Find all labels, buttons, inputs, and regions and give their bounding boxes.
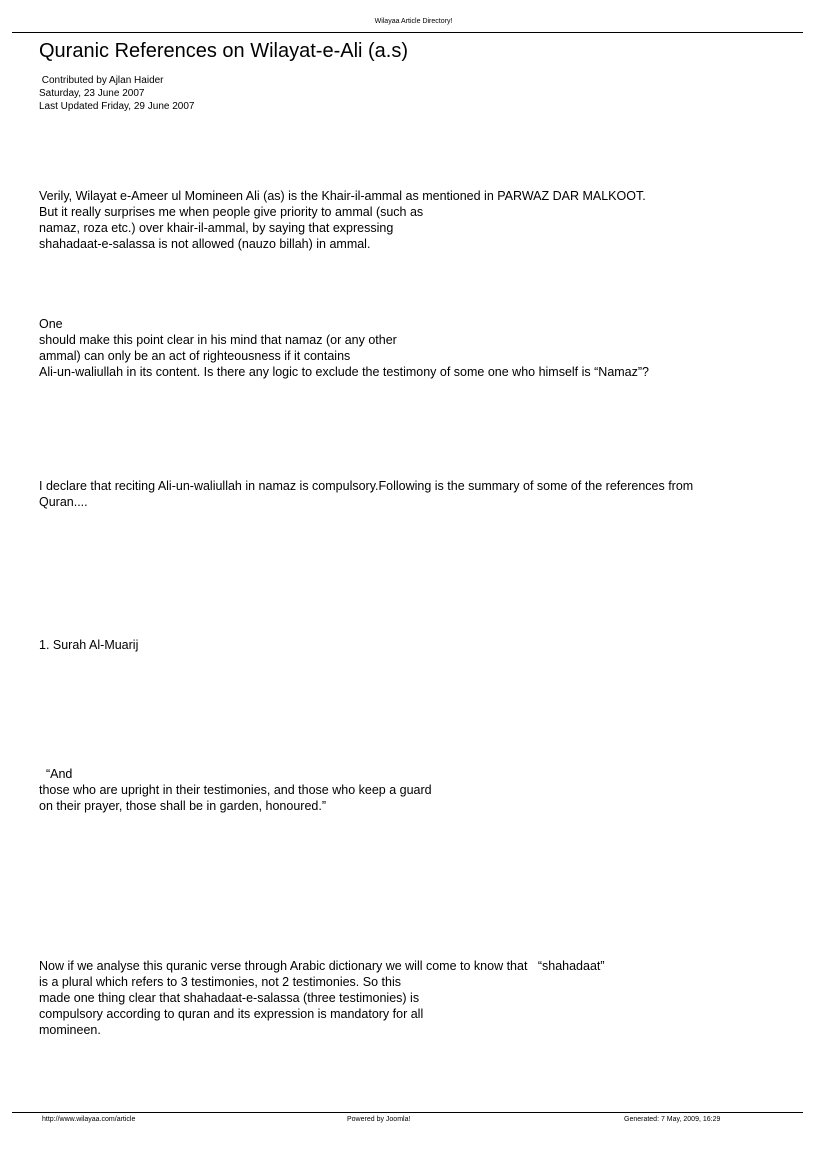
paragraph-line: shahadaat-e-salassa is not allowed (nauzo billah) in ammal. [39, 237, 371, 251]
last-updated: Last Updated Friday, 29 June 2007 [39, 101, 195, 112]
paragraph-line: compulsory according to quran and its expression is mandatory for all [39, 1007, 424, 1021]
paragraph-line: momineen. [39, 1023, 101, 1037]
paragraph-line: should make this point clear in his mind that namaz (or any other [39, 333, 397, 347]
article-meta [39, 74, 194, 113]
paragraph-line: those who are upright in their testimonies, and those who keep a guard [39, 783, 432, 797]
footer-divider [12, 1112, 803, 1113]
paragraph-line: namaz, roza etc.) over khair-il-ammal, by saying that expressing [39, 221, 394, 235]
paragraph-3 [39, 478, 693, 510]
paragraph-line: ammal) can only be an act of righteousness if it contains [39, 349, 351, 363]
footer-powered-by: Powered by Joomla! [347, 1116, 411, 1123]
publish-date: Saturday, 23 June 2007 [39, 88, 145, 99]
paragraph-line: on their prayer, those shall be in garden, honoured.” [39, 799, 326, 813]
paragraph-line: I declare that reciting Ali-un-waliullah in namaz is compulsory.Following is the summary of some of the references from [39, 479, 694, 493]
paragraph-line: 1. Surah Al-Muarij [39, 638, 139, 652]
paragraph-line: is a plural which refers to 3 testimonies, not 2 testimonies. So this [39, 975, 401, 989]
paragraph-2 [39, 316, 649, 380]
contributor-line: Contributed by Ajlan Haider [39, 75, 164, 86]
paragraph-line: “And [39, 767, 73, 781]
footer-url: http://www.wilayaa.com/article [42, 1116, 136, 1123]
paragraph-line: Quran.... [39, 495, 88, 509]
paragraph-line: Verily, Wilayat e-Ameer ul Momineen Ali (as) is the Khair-il-ammal as mentioned in PARWAZ DAR MALKOOT. [39, 189, 646, 203]
header-divider [12, 32, 803, 33]
article-title: Quranic References on Wilayat-e-Ali (a.s) [39, 40, 409, 62]
quran-quote [39, 766, 432, 814]
footer-generated: Generated: 7 May, 2009, 16:29 [624, 1116, 721, 1123]
paragraph-line: made one thing clear that shahadaat-e-salassa (three testimonies) is [39, 991, 420, 1005]
paragraph-line: One [39, 317, 63, 331]
paragraph-line: Now if we analyse this quranic verse through Arabic dictionary we will come to know that “shahadaat” [39, 959, 605, 973]
paragraph-line: But it really surprises me when people give priority to ammal (such as [39, 205, 424, 219]
paragraph-analysis [39, 958, 605, 1038]
paragraph-1 [39, 188, 646, 252]
site-header-title: Wilayaa Article Directory! [374, 18, 453, 25]
section-heading-surah [39, 637, 138, 653]
paragraph-line: Ali-un-waliullah in its content. Is there any logic to exclude the testimony of some one who himself is “Namaz”? [39, 365, 650, 379]
